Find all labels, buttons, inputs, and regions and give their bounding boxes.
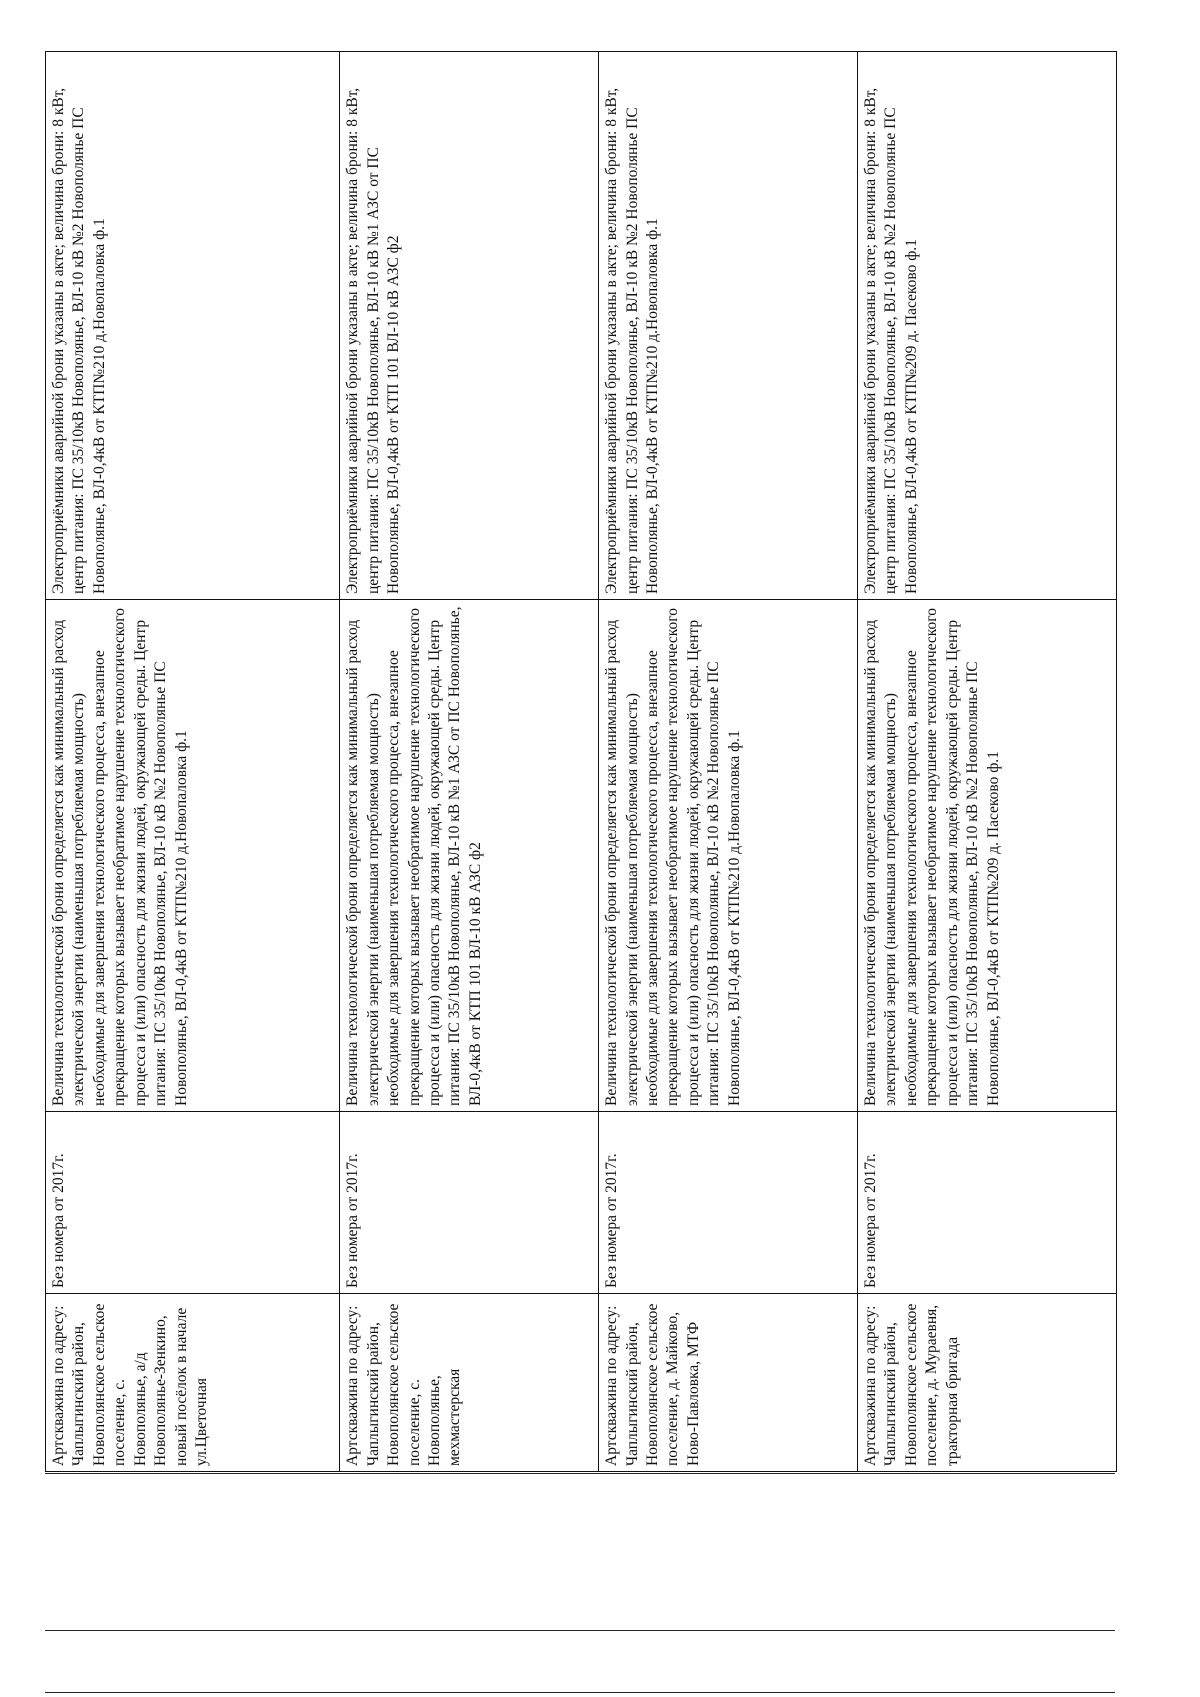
blank-rule-line (45, 1692, 1115, 1693)
address-cell: Артскважина по адресу: Чаплыгинский район, Новополянское сельское поселение, д. Майково, Ново-Павловка, МТФ (599, 1294, 858, 1472)
emergency-reserve-cell: Электроприёмники аварийной брони указаны в акте; величина брони: 8 кВт, центр питания: ПС 35/10кВ Новополянье, ВЛ-10 кВ №2 Новополянье ПС Новополянье, ВЛ-0,4кВ от КТП№209 д. Пасеково ф.1 (858, 52, 1117, 600)
reservation-table (45, 51, 1117, 1472)
table-row (340, 52, 599, 1472)
address-cell: Артскважина по адресу: Чаплыгинский район, Новополянское сельское поселение, с. Новополянье, мехмастерская (340, 1294, 599, 1472)
table-row (858, 52, 1117, 1472)
blank-rule-line (45, 1630, 1115, 1631)
technological-reserve-cell: Величина технологической брони определяется как минимальный расход электрической энергии (наименьшая потребляемая мощность) необходимые для завершения технологического процесса, внезапное прекращение которых вызывает необратимое нарушение технологического процесса и (или) опасность для жизни людей, окружающей среды. Центр питания: ПС 35/10кВ Новополянье, ВЛ-10 кВ №2 Новополянье ПС Новополянье, ВЛ-0,4кВ от КТП№210 д.Новопаловка ф.1 (46, 600, 340, 1112)
address-cell: Артскважина по адресу: Чаплыгинский район, Новополянское сельское поселение, с. Новополянье, а/д Новополянье-Зенкино, новый посёлок в начале ул.Цветочная (46, 1294, 340, 1472)
document-cell: Без номера от 2017г. (340, 1112, 599, 1294)
table-row (46, 52, 340, 1472)
address-cell: Артскважина по адресу: Чаплыгинский район, Новополянское сельское поселение, д. Мураевня, тракторная бригада (858, 1294, 1117, 1472)
technological-reserve-cell: Величина технологической брони определяется как минимальный расход электрической энергии (наименьшая потребляемая мощность) необходимые для завершения технологического процесса, внезапное прекращение которых вызывает необратимое нарушение технологического процесса и (или) опасность для жизни людей, окружающей среды. Центр питания: ПС 35/10кВ Новополянье, ВЛ-10 кВ №2 Новополянье ПС Новополянье, ВЛ-0,4кВ от КТП№209 д. Пасеково ф.1 (858, 600, 1117, 1112)
table-row (599, 52, 858, 1472)
emergency-reserve-cell: Электроприёмники аварийной брони указаны в акте; величина брони: 8 кВт, центр питания: ПС 35/10кВ Новополянье, ВЛ-10 кВ №2 Новополянье ПС Новополянье, ВЛ-0,4кВ от КТП№210 д.Новопаловка ф.1 (46, 52, 340, 600)
rotated-table-wrapper (45, 52, 1117, 1472)
technological-reserve-cell: Величина технологической брони определяется как минимальный расход электрической энергии (наименьшая потребляемая мощность) необходимые для завершения технологического процесса, внезапное прекращение которых вызывает необратимое нарушение технологического процесса и (или) опасность для жизни людей, окружающей среды. Центр питания: ПС 35/10кВ Новополянье, ВЛ-10 кВ №2 Новополянье ПС Новополянье, ВЛ-0,4кВ от КТП№210 д.Новопаловка ф.1 (599, 600, 858, 1112)
blank-rule-line (45, 1473, 1115, 1474)
document-cell: Без номера от 2017г. (46, 1112, 340, 1294)
document-cell: Без номера от 2017г. (858, 1112, 1117, 1294)
emergency-reserve-cell: Электроприёмники аварийной брони указаны в акте; величина брони: 8 кВт, центр питания: ПС 35/10кВ Новополянье, ВЛ-10 кВ №1 АЗС от ПС Новополянье, ВЛ-0,4кВ от КТП 101 ВЛ-10 кВ АЗС ф2 (340, 52, 599, 600)
document-cell: Без номера от 2017г. (599, 1112, 858, 1294)
emergency-reserve-cell: Электроприёмники аварийной брони указаны в акте; величина брони: 8 кВт, центр питания: ПС 35/10кВ Новополянье, ВЛ-10 кВ №2 Новополянье ПС Новополянье, ВЛ-0,4кВ от КТП№210 д.Новопаловка ф.1 (599, 52, 858, 600)
technological-reserve-cell: Величина технологической брони определяется как минимальный расход электрической энергии (наименьшая потребляемая мощность) необходимые для завершения технологического процесса, внезапное прекращение которых вызывает необратимое нарушение технологического процесса и (или) опасность для жизни людей, окружающей среды. Центр питания: ПС 35/10кВ Новополянье, ВЛ-10 кВ №1 АЗС от ПС Новополянье, ВЛ-0,4кВ от КТП 101 ВЛ-10 кВ АЗС ф2 (340, 600, 599, 1112)
